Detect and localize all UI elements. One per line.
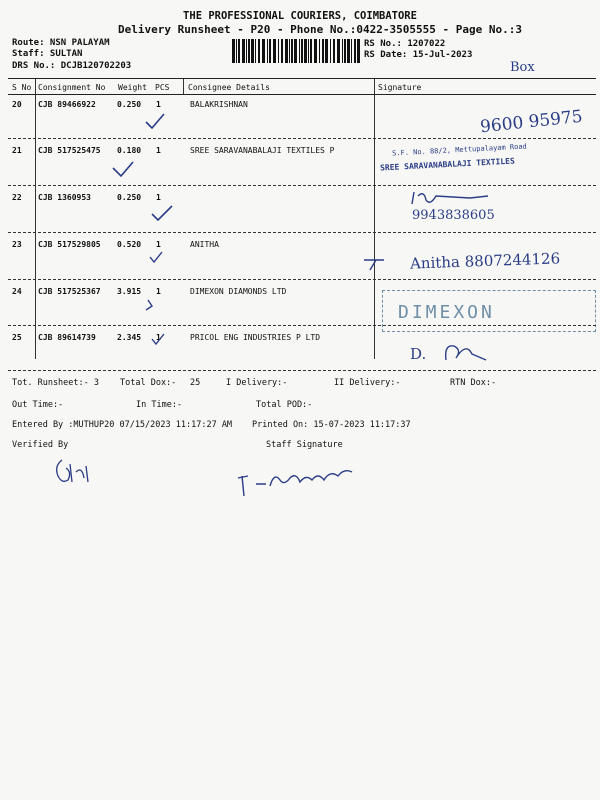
in-time: In Time:- [136, 400, 183, 410]
stamp-line: S.F. No. 88/2, Mettupalayam Road [391, 142, 527, 158]
check-mark [150, 332, 166, 346]
company-stamp: DIMEXON [398, 302, 495, 323]
row-weight: 0.250 [117, 193, 142, 202]
col-separator [35, 79, 36, 359]
runsheet-title: Delivery Runsheet - P20 - Phone No.:0422-3505555 - Page No.:3 [118, 23, 522, 36]
col-separator [374, 79, 375, 359]
col-sno: S No [12, 83, 32, 92]
drs-number: DRS No.: DCJB120702203 [12, 61, 132, 71]
row-pcs: 1 [156, 100, 161, 109]
row-pcs: 1 [156, 333, 161, 342]
rs-date: RS Date: 15-Jul-2023 [364, 50, 473, 60]
signature-phone: 9600 95975 [479, 106, 584, 138]
i-delivery: I Delivery:- [226, 378, 288, 388]
verified-by: Verified By [12, 440, 69, 450]
row-pcs: 1 [156, 146, 161, 155]
row-consignment: CJB 1360953 [38, 193, 91, 202]
out-time: Out Time:- [12, 400, 64, 410]
row-weight: 0.520 [117, 240, 142, 249]
row-consignee: DIMEXON DIAMONDS LTD [190, 287, 287, 296]
rs-number: RS No.: 1207022 [364, 39, 446, 49]
check-mark [144, 298, 156, 312]
row-weight: 3.915 [117, 287, 142, 296]
row-consignee: SREE SARAVANABALAJI TEXTILES P [190, 146, 335, 155]
row-consignee: ANITHA [190, 240, 219, 249]
rtn-dox: RTN Dox:- [450, 378, 497, 388]
col-pcs: PCS [155, 83, 170, 92]
check-mark [144, 112, 166, 130]
row-consignment: CJB 517525367 [38, 287, 101, 296]
check-mark [150, 204, 174, 222]
company-title: THE PROFESSIONAL COURIERS, COIMBATORE [183, 10, 417, 22]
check-mark [148, 250, 164, 264]
row-sno: 22 [12, 193, 22, 202]
col-signature: Signature [378, 83, 422, 92]
scribble-signature [440, 340, 490, 364]
signature-text: D. [410, 345, 427, 363]
tot-runsheet: Tot. Runsheet:- 3 [12, 378, 99, 388]
row-divider [8, 138, 596, 139]
entered-by: Entered By :MUTHUP20 07/15/2023 11:17:27 AM [12, 420, 233, 430]
row-sno: 23 [12, 240, 22, 249]
row-consignee: BALAKRISHNAN [190, 100, 248, 109]
row-divider [8, 370, 596, 371]
row-pcs: 1 [156, 193, 161, 202]
header-bottom-line [8, 94, 596, 95]
row-sno: 24 [12, 287, 22, 296]
barcode [232, 39, 360, 63]
signature-phone: 9943838605 [412, 208, 495, 223]
row-consignment: CJB 517525475 [38, 146, 101, 155]
row-weight: 0.180 [117, 146, 142, 155]
staff-signature-label: Staff Signature [266, 440, 343, 450]
col-consignee: Consignee Details [188, 83, 270, 92]
row-divider [8, 185, 596, 186]
row-consignment: CJB 517529805 [38, 240, 101, 249]
route: Route: NSN PALAYAM [12, 38, 110, 48]
col-weight: Weight [118, 83, 147, 92]
signature-text: Anitha 8807244126 [409, 249, 561, 273]
total-dox-value: 25 [190, 378, 201, 388]
row-divider [8, 325, 596, 326]
row-weight: 0.250 [117, 100, 142, 109]
check-mark [111, 160, 135, 178]
row-sno: 25 [12, 333, 22, 342]
stamp-line: SREE SARAVANABALAJI TEXTILES [379, 156, 516, 173]
col-separator [183, 79, 184, 94]
row-divider [8, 232, 596, 233]
row-consignee: PRICOL ENG INDUSTRIES P LTD [190, 333, 321, 342]
row-sno: 20 [12, 100, 22, 109]
arrow-mark [362, 256, 388, 272]
row-consignment: CJB 89466922 [38, 100, 96, 109]
staff: Staff: SULTAN [12, 49, 83, 59]
printed-on: Printed On: 15-07-2023 11:17:37 [252, 420, 411, 430]
total-dox-label: Total Dox:- [120, 378, 177, 388]
row-weight: 2.345 [117, 333, 142, 342]
row-divider [8, 279, 596, 280]
staff-signature [234, 462, 358, 502]
row-pcs: 1 [156, 287, 161, 296]
header-top-line [8, 78, 596, 79]
row-consignment: CJB 89614739 [38, 333, 96, 342]
verifier-signature [52, 456, 92, 488]
scribble-signature [410, 190, 490, 208]
ii-delivery: II Delivery:- [334, 378, 401, 388]
total-pod: Total POD:- [256, 400, 313, 410]
col-consignment: Consignment No [38, 83, 106, 92]
box-note: Box [510, 60, 535, 75]
row-pcs: 1 [156, 240, 161, 249]
row-sno: 21 [12, 146, 22, 155]
